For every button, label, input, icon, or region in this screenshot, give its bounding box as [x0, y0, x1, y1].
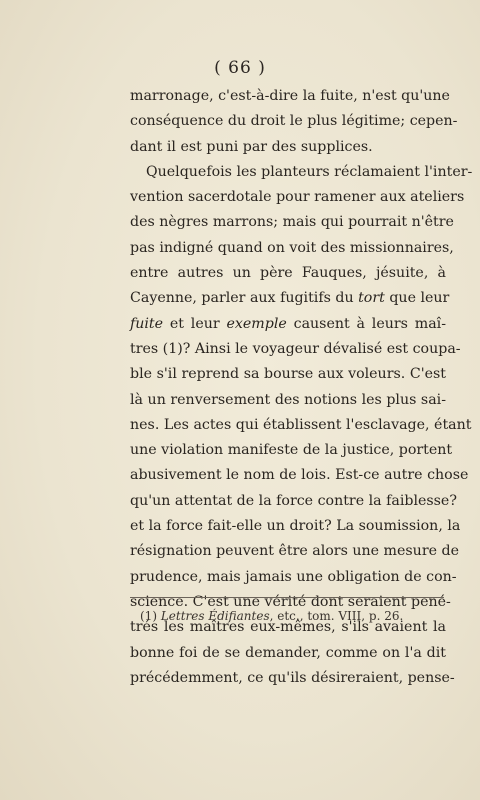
text-line-5: vention sacerdotale pour ramener aux ateliers	[130, 189, 465, 206]
text-line-2: conséquence du droit le plus légitime; cepen-	[130, 113, 458, 130]
text-line-23: bonne foi de se demander, comme on l'a dit	[130, 644, 446, 661]
text-line-7: pas indigné quand on voit des missionnaires,	[130, 239, 454, 256]
text-line-3: dant il est puni par des supplices.	[130, 138, 373, 155]
italic-word: fuite	[130, 315, 164, 332]
text-line-12: ble s'il reprend sa bourse aux voleurs. C'est	[130, 366, 446, 383]
text-segment: Cayenne, parler aux fugitifs du	[130, 290, 354, 307]
footnote	[140, 609, 440, 623]
page-number: ( 66 )	[214, 58, 266, 78]
text-segment: causent à leurs maî-	[293, 315, 447, 332]
text-line-4: Quelquefois les planteurs réclamaient l'inter-	[146, 163, 473, 180]
text-line-22: trés les maîtres eux-mêmes, s'ils avaient la	[130, 619, 446, 636]
text-line-6: des nègres marrons; mais qui pourrait n'être	[130, 214, 454, 231]
text-line-20: prudence, mais jamais une obligation de con-	[130, 568, 457, 585]
text-segment: et leur	[169, 315, 220, 332]
text-line-1: marronage, c'est-à-dire la fuite, n'est qu'une	[130, 88, 450, 104]
footnote-marker: (1)	[140, 609, 157, 623]
text-line-9	[130, 286, 450, 311]
text-line-14: nes. Les actes qui établissent l'esclavage, étant	[130, 416, 472, 433]
text-line-24: précédemment, ce qu'ils désireraient, pense-	[130, 669, 455, 686]
text-line-19: résignation peuvent être alors une mesure de	[130, 543, 459, 560]
text-line-21: science. C'est une vérité dont seraient pené-	[130, 593, 451, 610]
italic-word: exemple	[226, 315, 287, 332]
text-line-17: qu'un attentat de la force contre la faiblesse?	[130, 492, 457, 509]
body-text	[130, 84, 473, 691]
text-line-16: abusivement le nom de lois. Est-ce autre chose	[130, 467, 469, 484]
footnote-reference: , etc., tom. VIII, p. 26.	[269, 609, 404, 623]
italic-word: tort	[358, 290, 385, 307]
text-segment: que leur	[389, 290, 450, 307]
footnote-title: Lettres Édifiantes	[160, 609, 270, 623]
text-line-15: une violation manifeste de la justice, portent	[130, 442, 453, 459]
text-line-18: et la force fait-elle un droit? La soumission, la	[130, 518, 461, 535]
text-line-8: entre autres un père Fauques, jésuite, à	[130, 265, 446, 282]
footnote-divider	[130, 597, 444, 598]
text-line-10	[130, 312, 446, 337]
text-line-11: tres (1)? Ainsi le voyageur dévalisé est coupa-	[130, 340, 461, 357]
text-line-13: là un renversement des notions les plus sai-	[130, 391, 446, 408]
